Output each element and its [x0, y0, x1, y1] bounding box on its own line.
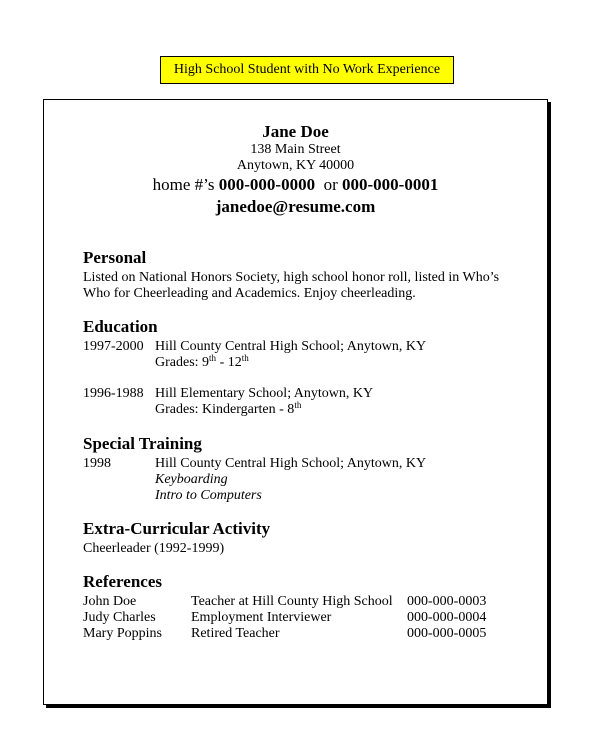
email-address: janedoe@resume.com: [215, 197, 376, 216]
special-training-heading: Special Training: [83, 434, 202, 453]
education-school-2: Hill Elementary School; Anytown, KY: [155, 386, 374, 401]
phone-or: or: [323, 175, 338, 194]
education-years-1: 1997-2000: [83, 339, 144, 354]
reference-phone-2: 000-000-0004: [407, 610, 487, 625]
education-grades-2: Grades: Kindergarten - 8th: [155, 400, 302, 417]
references-heading: References: [83, 572, 162, 591]
city-state-zip: Anytown, KY 40000: [236, 158, 355, 173]
reference-name-3: Mary Poppins: [83, 626, 162, 641]
education-heading: Education: [83, 317, 158, 336]
reference-name-1: John Doe: [83, 594, 137, 609]
applicant-name: Jane Doe: [262, 122, 329, 141]
education-years-2: 1996-1988: [83, 386, 144, 401]
personal-line-2: Who for Cheerleading and Academics. Enjoy cheerleading.: [83, 286, 416, 301]
document-type-label: High School Student with No Work Experience: [160, 56, 454, 84]
personal-line-1: Listed on National Honors Society, high school honor roll, listed in Who’s: [83, 270, 500, 285]
reference-phone-3: 000-000-0005: [407, 626, 487, 641]
training-school: Hill County Central High School; Anytown, KY: [155, 456, 427, 471]
education-school-1: Hill County Central High School; Anytown, KY: [155, 339, 427, 354]
reference-name-2: Judy Charles: [83, 610, 156, 625]
reference-phone-1: 000-000-0003: [407, 594, 487, 609]
phone-secondary: 000-000-0001: [342, 175, 439, 194]
training-course-1: Keyboarding: [155, 472, 228, 487]
education-grades-1: Grades: 9th - 12th: [155, 353, 249, 370]
reference-title-2: Employment Interviewer: [191, 610, 332, 625]
extracurricular-heading: Extra-Curricular Activity: [83, 519, 271, 538]
phone-prefix: home #’s: [152, 175, 215, 194]
reference-title-3: Retired Teacher: [191, 626, 280, 641]
personal-heading: Personal: [83, 248, 147, 267]
reference-title-1: Teacher at Hill County High School: [191, 594, 393, 609]
phone-primary: 000-000-0000: [218, 175, 316, 194]
training-year: 1998: [83, 456, 111, 471]
resume-page: [43, 99, 548, 705]
training-course-2: Intro to Computers: [155, 488, 262, 503]
phone-line: [44, 175, 547, 195]
extracurricular-line: Cheerleader (1992-1999): [83, 541, 225, 556]
street-address: 138 Main Street: [250, 142, 341, 157]
